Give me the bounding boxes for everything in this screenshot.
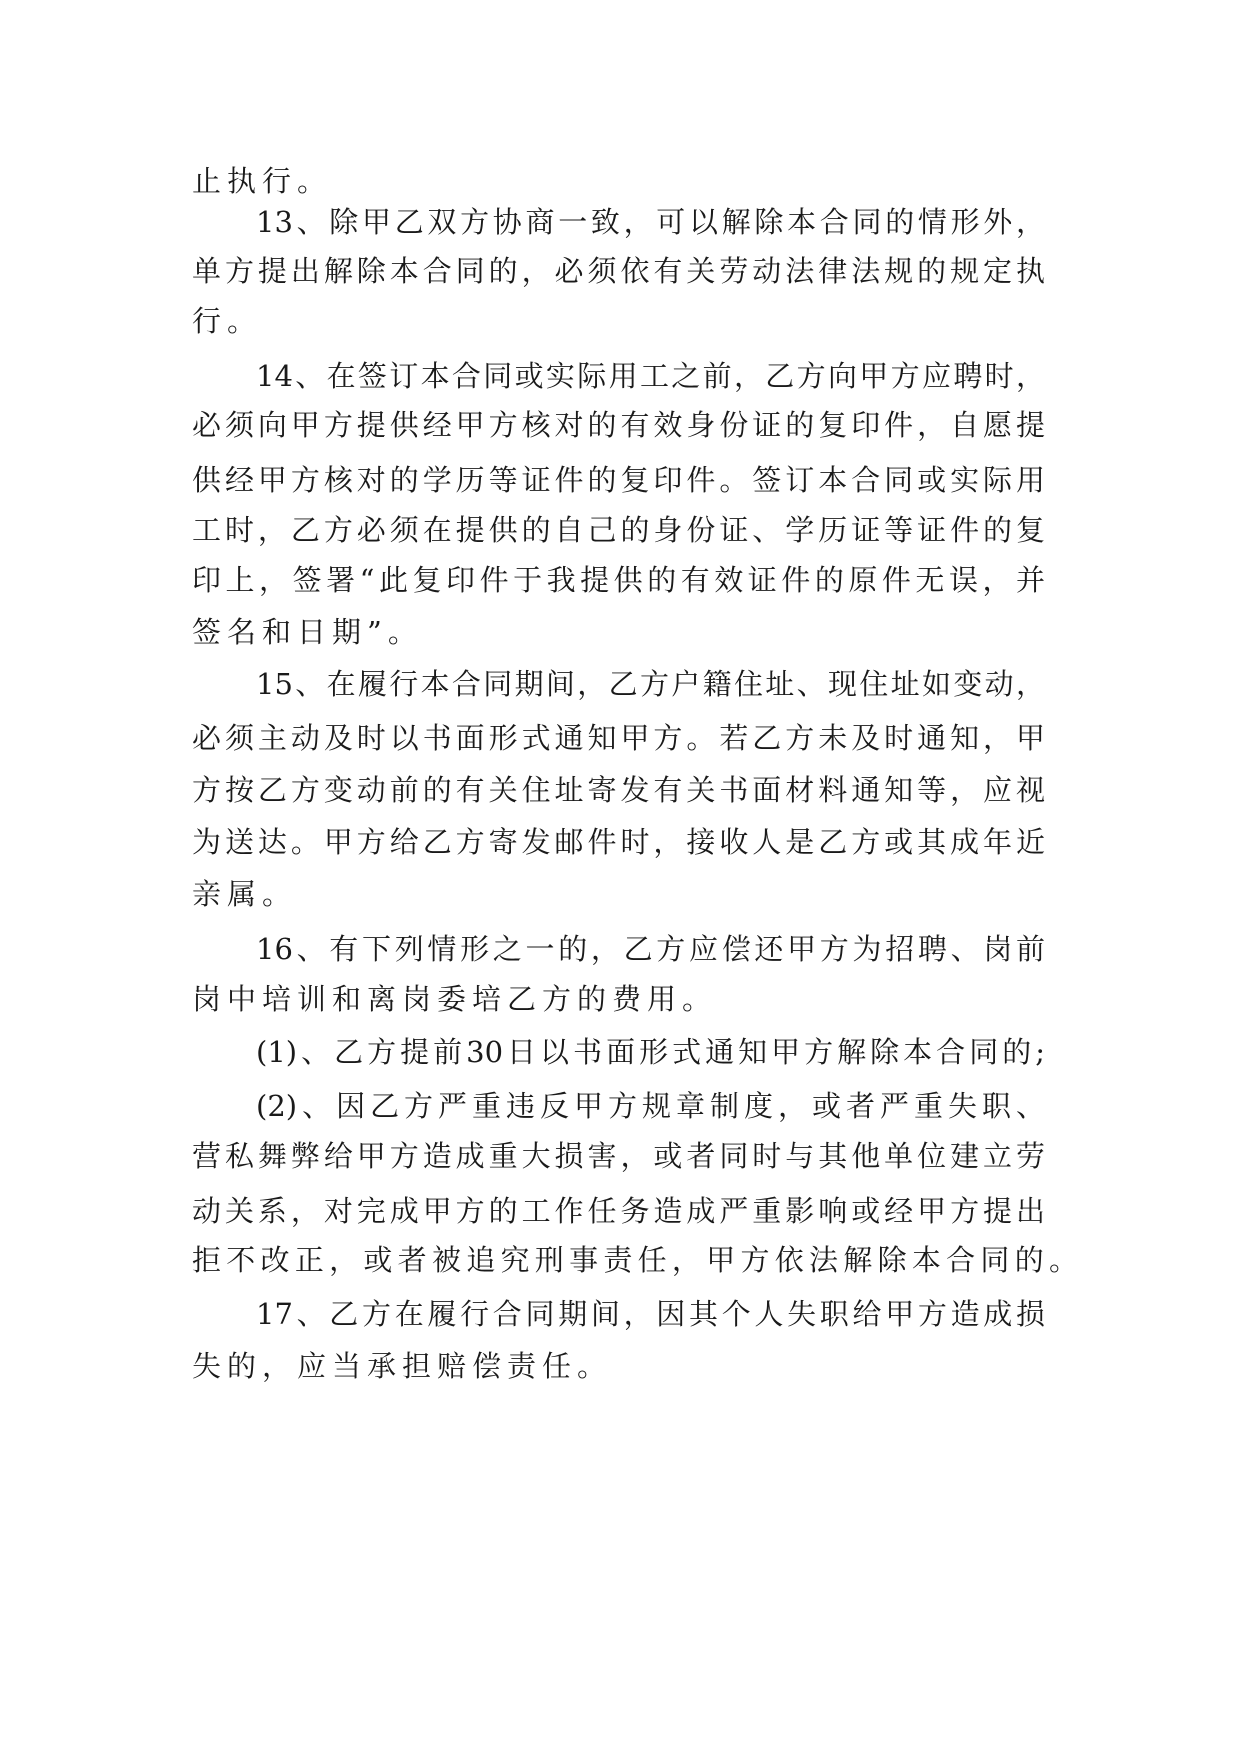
text-line: 营私舞弊给甲方造成重大损害，或者同时与其他单位建立劳 bbox=[192, 1139, 1045, 1173]
text-line: 失的，应当承担赔偿责任。 bbox=[192, 1349, 613, 1383]
text-line: 必须主动及时以书面形式通知甲方。若乙方未及时通知，甲 bbox=[192, 721, 1045, 755]
text-line: 拒不改正，或者被追究刑事责任，甲方依法解除本合同的。 bbox=[192, 1243, 1078, 1277]
text-line: 止执行。 bbox=[192, 164, 333, 198]
item-2-line: (2)、因乙方严重违反甲方规章制度，或者严重失职、 bbox=[256, 1089, 1045, 1123]
text-line: 为送达。甲方给乙方寄发邮件时，接收人是乙方或其成年近 bbox=[192, 825, 1045, 859]
text-line: 工时，乙方必须在提供的自己的身份证、学历证等证件的复 bbox=[192, 513, 1045, 547]
text-line: 亲属。 bbox=[192, 877, 298, 911]
text-line: 行。 bbox=[192, 304, 263, 338]
text-line: 印上，签署“此复印件于我提供的有效证件的原件无误，并 bbox=[192, 563, 1045, 597]
text-line: 方按乙方变动前的有关住址寄发有关书面材料通知等，应视 bbox=[192, 773, 1045, 807]
clause-17-heading-line: 17、乙方在履行合同期间，因其个人失职给甲方造成损 bbox=[256, 1297, 1045, 1331]
clause-13-heading-line: 13、除甲乙双方协商一致，可以解除本合同的情形外， bbox=[256, 205, 1045, 239]
clause-16-heading-line: 16、有下列情形之一的，乙方应偿还甲方为招聘、岗前 bbox=[256, 932, 1045, 966]
clause-15-heading-line: 15、在履行本合同期间，乙方户籍住址、现住址如变动， bbox=[256, 667, 1045, 701]
item-1-line: (1)、乙方提前30日以书面形式通知甲方解除本合同的; bbox=[256, 1035, 1045, 1069]
text-line: 单方提出解除本合同的，必须依有关劳动法律法规的规定执 bbox=[192, 254, 1045, 288]
text-line: 供经甲方核对的学历等证件的复印件。签订本合同或实际用 bbox=[192, 463, 1045, 497]
text-line: 岗中培训和离岗委培乙方的费用。 bbox=[192, 982, 718, 1016]
text-line: 动关系，对完成甲方的工作任务造成严重影响或经甲方提出 bbox=[192, 1194, 1045, 1228]
text-line: 签名和日期”。 bbox=[192, 615, 423, 649]
text-line: 必须向甲方提供经甲方核对的有效身份证的复印件，自愿提 bbox=[192, 408, 1045, 442]
clause-14-heading-line: 14、在签订本合同或实际用工之前，乙方向甲方应聘时， bbox=[256, 359, 1045, 393]
